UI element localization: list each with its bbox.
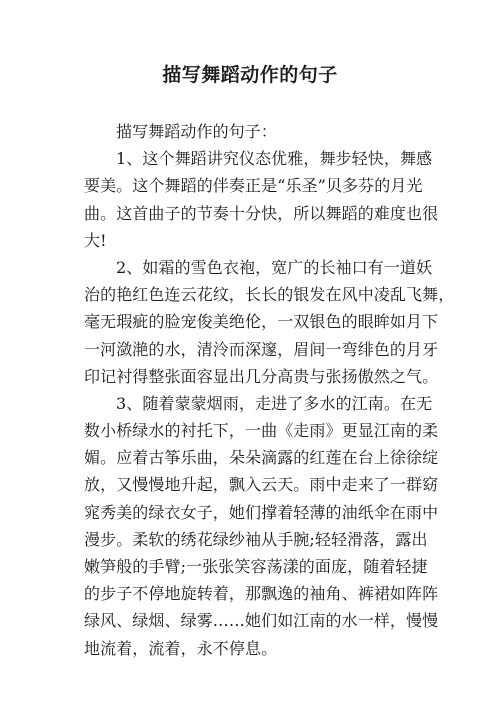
text-line: 地流着，流着，永不停息。 [84,638,278,658]
text-line: 漫步。柔软的绣花绿纱袖从手腕;轻轻滑落，露出 [84,529,428,549]
document-title: 描写舞蹈动作的句子 [162,64,338,86]
text-line: 毫无瑕疵的脸宠俊美绝伦，一双银色的眼眸如月下 [84,312,439,332]
text-line: 要美。这个舞蹈的伴奏正是“乐圣”贝多芬的月光 [84,176,423,196]
text-line: 1、这个舞蹈讲究仪态优雅，舞步轻快，舞感 [116,149,433,169]
text-line: 描写舞蹈动作的句子： [116,122,278,141]
text-line: 嫩笋般的手臂;一张张笑容荡漾的面庞，随着轻捷 [84,557,428,576]
text-line: 绿风、绿烟、绿雾……她们如江南的水一样，慢慢 [84,611,439,631]
text-line: 治的艳红色连云花纹，长长的银发在风中凌乱飞舞， [84,285,455,305]
text-line: 大! [84,230,107,250]
text-line: 3、随着蒙蒙烟雨，走进了多水的江南。在无 [116,393,433,413]
text-line: 媚。应着古筝乐曲，朵朵滴露的红莲在台上徐徐绽 [84,448,439,468]
text-line: 放，又慢慢地升起，飘入云天。雨中走来了一群窈 [84,475,439,495]
text-line: 的步子不停地旋转着，那飘逸的袖角、裤裙如阵阵 [84,584,439,604]
text-line: 窕秀美的绿衣女子，她们撑着轻薄的油纸伞在雨中 [84,502,439,522]
text-line: 曲。这首曲子的节奏十分快，所以舞蹈的难度也很 [84,203,439,223]
text-line: 2、如霜的雪色衣袍，宽广的长袖口有一道妖 [116,257,433,277]
document-body [84,118,455,662]
text-line: 印记衬得整张面容显出几分高贵与张扬傲然之气。 [84,366,439,386]
text-line: 一河潋滟的水，清泠而深邃，眉间一弯绯色的月牙 [84,339,439,359]
text-line: 数小桥绿水的衬托下，一曲《走雨》更显江南的柔 [84,421,439,441]
